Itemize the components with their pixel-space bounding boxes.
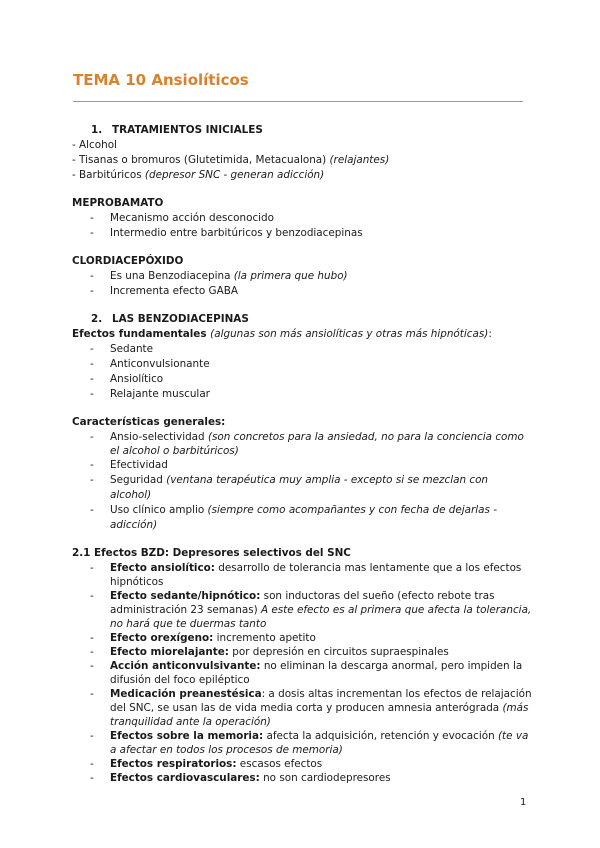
page-number: 1 [520,797,527,808]
section-1-heading [72,123,532,138]
list-item [72,645,532,659]
list-item [72,771,532,785]
list-item [72,226,532,241]
item-label: Efecto miorelajante: [110,646,229,658]
bullet-dash: - [90,646,94,658]
item-text: desarrollo de tolerancia mas lentamente que a los efectos hipnóticos [110,562,522,588]
bullet-dash: - [90,590,94,602]
list-item [72,458,532,473]
item-text: por depresión en circuitos supraespinales [228,646,449,658]
section-2-1-heading: 2.1 Efectos BZD: Depresores selectivos del SNC [72,547,351,559]
item-text: Relajante muscular [110,388,210,400]
list-item: - Alcohol [72,139,117,151]
list-item [72,153,532,168]
item-label: Efectos sobre la memoria: [110,730,264,742]
item-text: - Tisanas o bromuros (Glutetimida, Metacualona) [72,154,330,166]
item-text: escasos efectos [236,758,323,770]
item-text: - Barbitúricos [72,169,145,181]
item-text: Efectividad [110,459,168,471]
document-body [72,123,532,785]
item-text: Intermedio entre barbitúricos y benzodiacepinas [110,227,363,239]
efectos-heading [72,327,532,342]
caracteristicas-heading: Características generales: [72,416,226,428]
section-1-title: TRATAMIENTOS INICIALES [112,124,263,136]
bullet-dash: - [90,459,94,471]
item-note: (te va a afectar en todos los procesos de memoria) [110,730,529,756]
bullet-dash: - [90,343,94,355]
list-item [72,589,532,631]
item-note: (siempre como acompañantes y con fecha de dejarlas - adicción) [110,504,498,531]
list-item [72,561,532,589]
item-text: incremento apetito [213,632,316,644]
list-item [72,284,532,299]
section-2-title: LAS BENZODIACEPINAS [112,313,249,325]
bullet-dash: - [90,373,94,385]
list-item [72,211,532,226]
item-note: (son concretos para la ansiedad, no para la conciencia como el alcohol o barbitúricos) [110,431,524,457]
bullet-dash: - [90,270,94,282]
efectos-title: Efectos fundamentales [72,328,211,340]
item-note: (la primera que hubo) [233,270,348,282]
bullet-dash: - [90,431,94,443]
item-label: Efectos respiratorios: [110,758,237,770]
item-label: Efecto orexígeno: [110,632,214,644]
item-note: (más tranquilidad ante la operación) [110,702,529,728]
bullet-dash: - [90,758,94,770]
item-text: Sedante [110,343,154,355]
item-text: Es una Benzodiacepina [110,270,234,282]
item-text: Incrementa efecto GABA [110,285,238,297]
list-item [72,757,532,771]
efectos-colon: : [488,328,492,340]
title-underline [73,101,523,102]
section-2-heading [72,312,532,327]
bullet-dash: - [90,358,94,370]
item-text: Mecanismo acción desconocido [110,212,274,224]
efectos-note: (algunas son más ansiolíticas y otras más hipnóticas) [210,328,489,340]
section-2-number: 2. [91,313,103,325]
bullet-dash: - [90,388,94,400]
list-item [72,503,532,533]
item-label: Efecto sedante/hipnótico: [110,590,261,602]
item-note: (relajantes) [329,154,390,166]
list-item [72,168,532,183]
item-label: Acción anticonvulsivante: [110,660,261,672]
item-text: Seguridad [110,474,167,486]
list-item [72,387,532,402]
list-item [72,357,532,372]
bullet-dash: - [90,730,94,742]
item-text: Uso clínico amplio [110,504,208,516]
bullet-dash: - [90,474,94,486]
list-item [72,631,532,645]
section-1-number: 1. [91,124,103,136]
list-item [72,729,532,757]
item-text: afecta la adquisición, retención y evocación [263,730,498,742]
item-label: Efecto ansiolítico: [110,562,215,574]
item-label: Efectos cardiovasculares: [110,772,260,784]
item-text: : a dosis altas incrementan los efectos de relajación del SNC, se usan las de vida media corta y producen amnesia anterógrada [110,688,532,714]
item-text: son inductoras del sueño (efecto rebote tras administración 23 semanas) [110,590,495,616]
list-item [72,659,532,687]
clordiacepoxido-heading: CLORDIACEPÓXIDO [72,255,184,267]
item-note: A este efecto es al primera que afecta la tolerancia, no hará que te duermas tanto [110,604,532,630]
bullet-dash: - [90,688,94,700]
bullet-dash: - [90,562,94,574]
item-text: no son cardiodepresores [259,772,391,784]
item-text: Ansio-selectividad [110,431,208,443]
item-text: Anticonvulsionante [110,358,210,370]
list-item [72,430,532,458]
bullet-dash: - [90,227,94,239]
list-item [72,269,532,284]
bullet-dash: - [90,772,94,784]
item-note: (depresor SNC - generan adicción) [144,169,325,181]
bullet-dash: - [90,660,94,672]
bullet-dash: - [90,632,94,644]
item-text: Ansiolítico [110,373,164,385]
meprobamato-heading: MEPROBAMATO [72,197,164,209]
item-note: (ventana terapéutica muy amplia - excepto si se mezclan con alcohol) [110,474,489,501]
list-item [72,687,532,729]
item-label: Medicación preanestésica [110,688,262,700]
list-item [72,473,532,503]
list-item [72,372,532,387]
item-text: no eliminan la descarga anormal, pero impiden la difusión del foco epiléptico [110,660,523,686]
bullet-dash: - [90,285,94,297]
bullet-dash: - [90,504,94,516]
document-title: TEMA 10 Ansiolíticos [73,71,249,89]
bullet-dash: - [90,212,94,224]
list-item [72,342,532,357]
